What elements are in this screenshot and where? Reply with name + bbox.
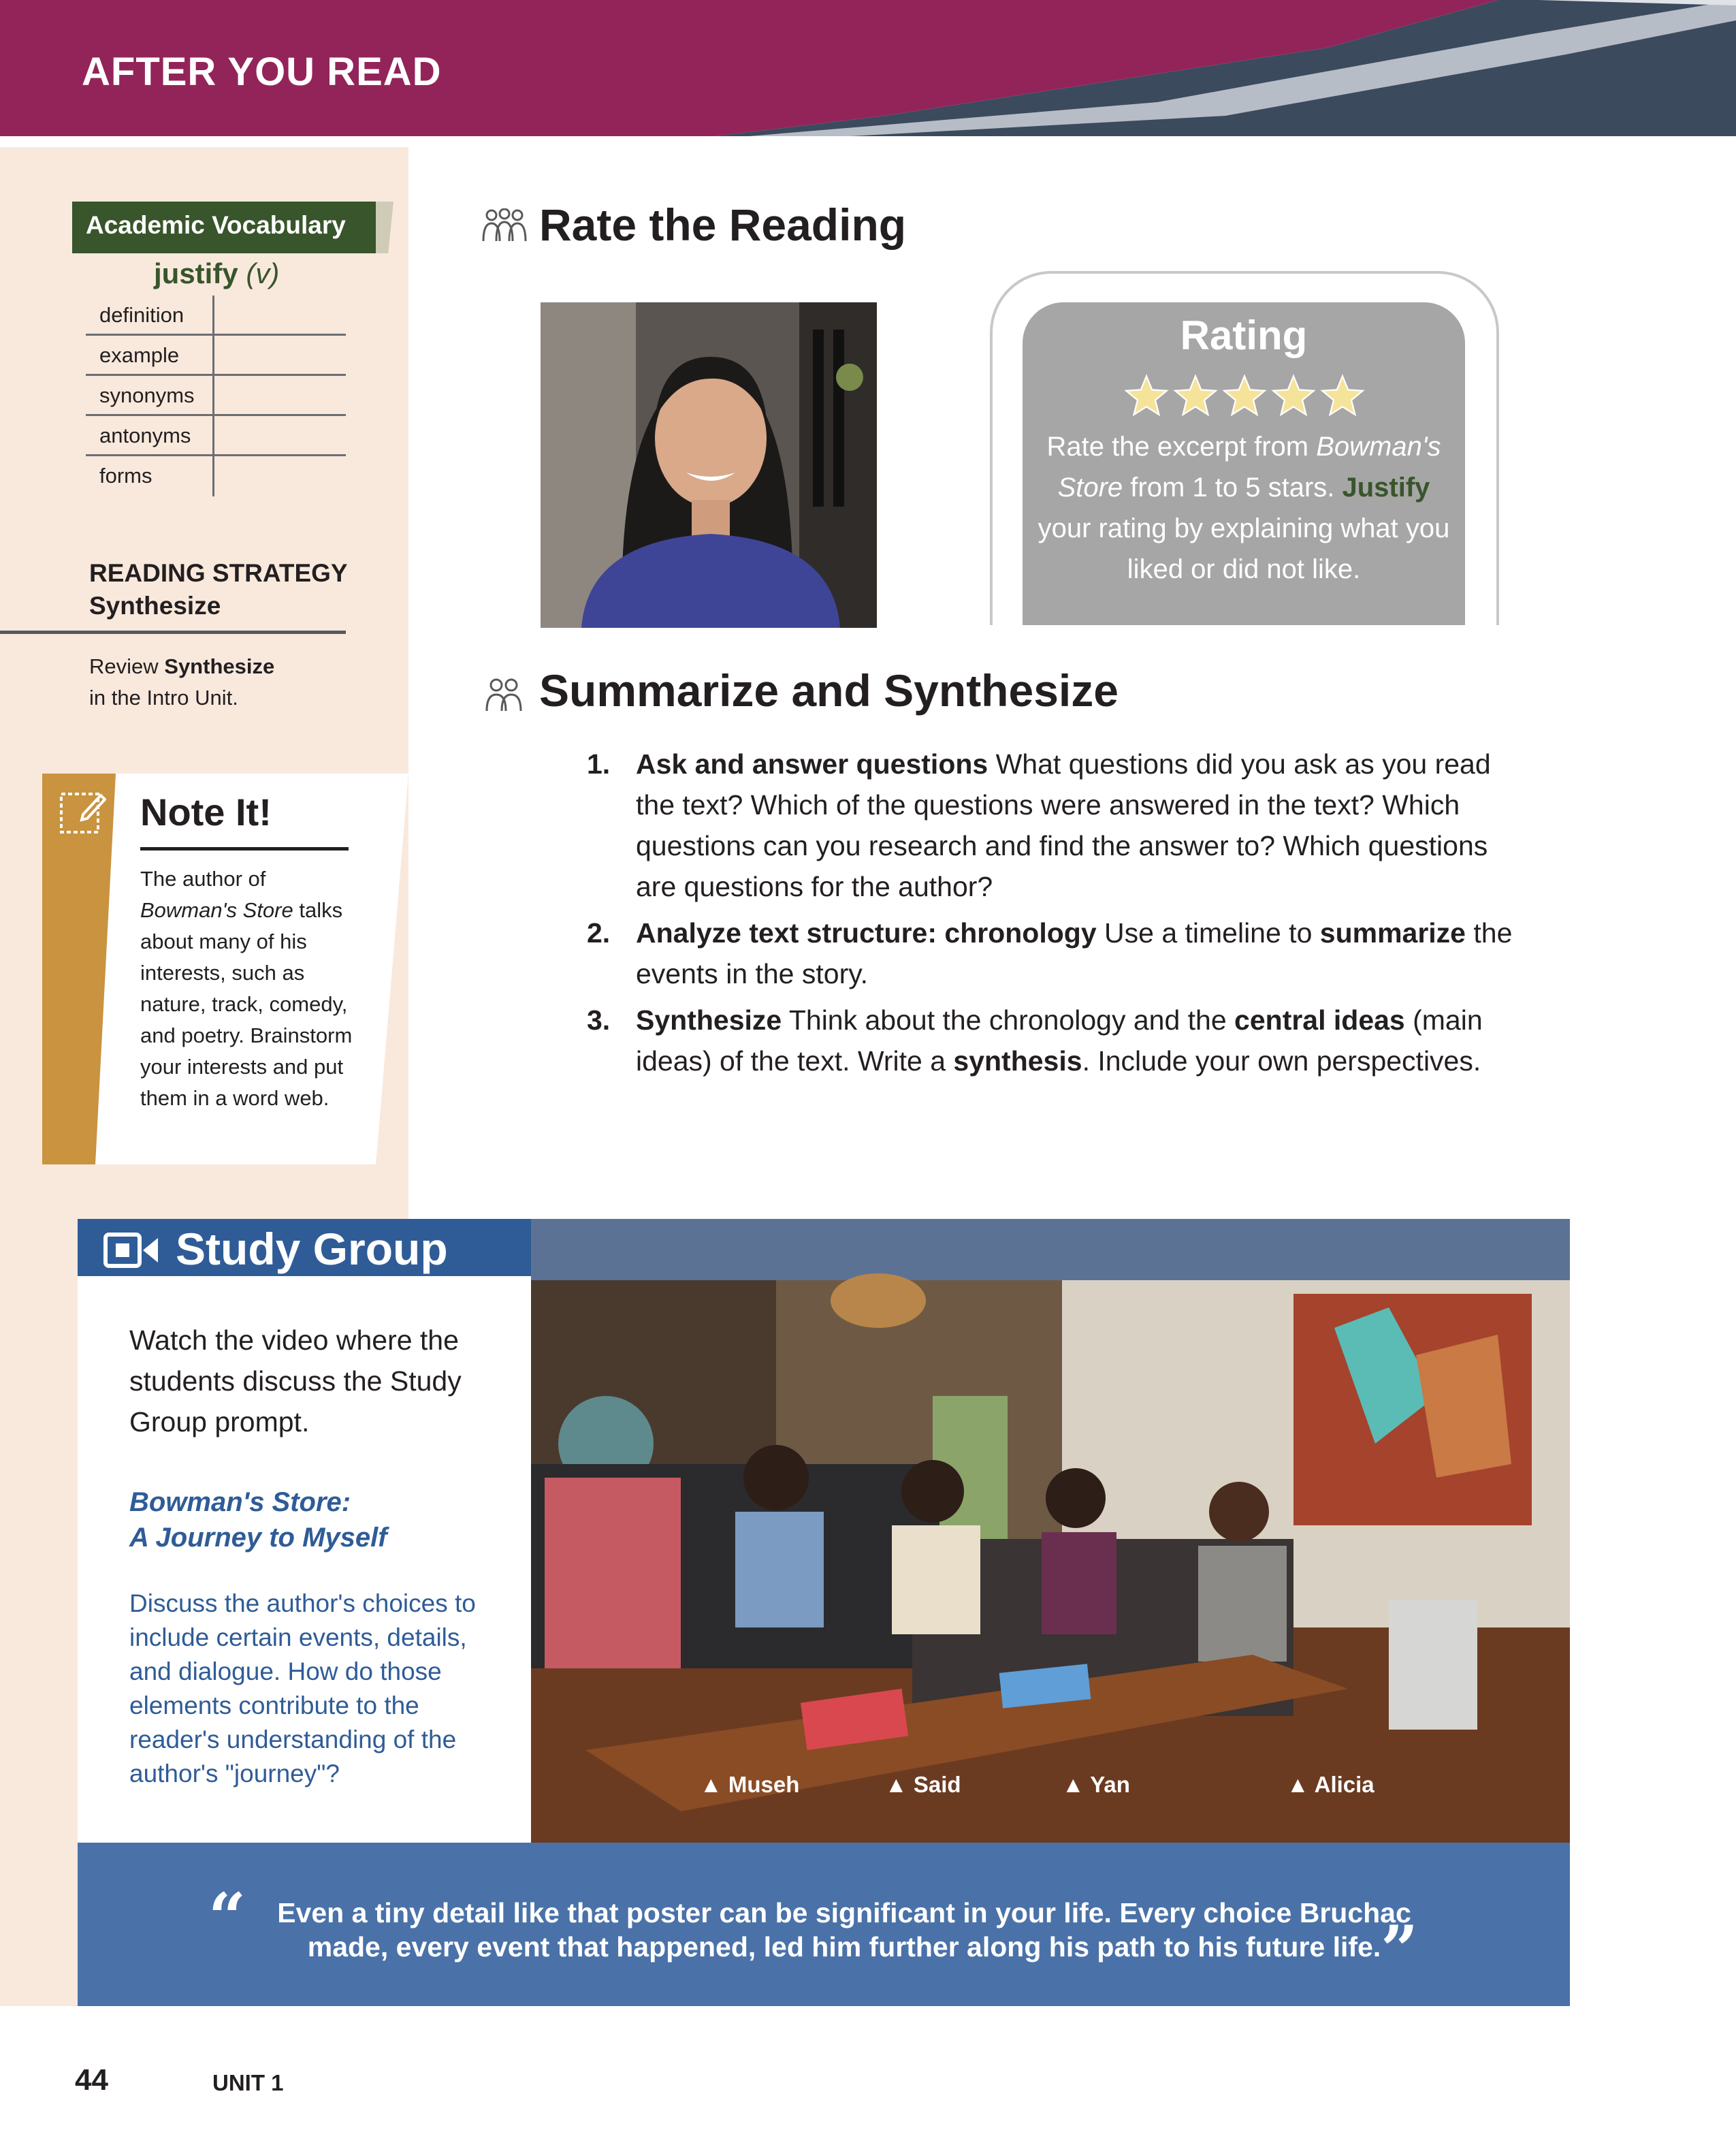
review-bold: Synthesize	[164, 654, 275, 678]
note-it-text	[140, 863, 365, 1114]
reading-strategy	[89, 557, 348, 622]
rating-stars[interactable]	[1123, 373, 1366, 428]
rating-text-italic: Bowman's Store	[1057, 432, 1441, 503]
note-text-post: talks about many of his interests, such as nature, track, comedy, and poetry. Brainstorm your interests and put them in a word web.	[140, 898, 353, 1110]
vocab-word	[154, 257, 279, 290]
vocab-row-synonyms: synonyms	[86, 376, 346, 416]
study-group-title: Study Group	[176, 1224, 448, 1274]
summarize-keyword: central ideas	[1234, 1004, 1405, 1036]
star-icon[interactable]	[1270, 373, 1317, 419]
video-title-line-1: Bowman's Store:	[129, 1487, 351, 1517]
unit-label: UNIT 1	[212, 2070, 284, 2095]
summarize-item	[587, 744, 1533, 907]
rating-text-1: Rate the excerpt from	[1046, 432, 1317, 462]
summarize-text: Think about the chronology and the	[782, 1004, 1235, 1036]
note-it-title: Note It!	[140, 791, 272, 833]
rating-text-2: from 1 to 5 stars.	[1123, 473, 1343, 503]
student-label-said: ▲ Said	[885, 1772, 961, 1797]
academic-vocabulary-heading: Academic Vocabulary	[72, 202, 376, 253]
student-photo	[541, 302, 877, 628]
summarize-keyword: Analyze text structure: chronology	[636, 917, 1097, 949]
rating-text-3: your rating by explaining what you liked or did not like.	[1038, 513, 1450, 584]
note-it-divider	[140, 847, 349, 851]
summarize-text: What questions did you ask as you read the text? Which of the questions were answered in the text? Which questions can you research and find the answer to? Which questions are questions for the author?	[636, 748, 1491, 902]
header-banner	[0, 0, 1736, 136]
rating-title: Rating	[1180, 313, 1308, 358]
vocab-row-forms: forms	[86, 456, 346, 496]
note-text-italic: Bowman's Store	[140, 898, 293, 922]
summarize-keyword: synthesis	[953, 1045, 1082, 1077]
student-name: Said	[913, 1772, 961, 1797]
pair-icon	[485, 677, 523, 716]
summarize-title: Summarize and Synthesize	[539, 665, 1119, 716]
review-post: in the Intro Unit.	[89, 686, 238, 710]
summarize-item	[587, 1000, 1533, 1081]
summarize-item-number: 3.	[587, 1004, 611, 1036]
summarize-keyword: Synthesize	[636, 1004, 782, 1036]
summarize-text: the events in the story.	[636, 917, 1513, 989]
student-quote: Even a tiny detail like that poster can be significant in your life. Every choice Bruchac made, every event that happened, led him further along his path to his future life.	[277, 1897, 1411, 1963]
open-quote-icon: “	[208, 1879, 246, 1956]
rating-instructions	[1036, 426, 1451, 590]
close-quote-icon: ”	[1381, 1911, 1419, 1988]
strategy-divider	[0, 631, 346, 634]
study-group-prompt: Discuss the author's choices to include certain events, details, and dialogue. How do those elements contribute to the reader's understanding of the author's "journey"?	[129, 1589, 476, 1788]
summarize-item	[587, 912, 1533, 994]
group-icon	[482, 208, 527, 247]
note-pencil-icon	[59, 789, 106, 840]
vocab-part-of-speech: (v)	[246, 257, 280, 289]
student-label-yan: ▲ Yan	[1062, 1772, 1130, 1797]
student-name: Yan	[1090, 1772, 1130, 1797]
summarize-text: Use a timeline to	[1096, 917, 1320, 949]
study-group-video-still[interactable]	[531, 1219, 1570, 1843]
video-title-line-2: A Journey to Myself	[129, 1523, 387, 1553]
summarize-item-number: 2.	[587, 917, 611, 949]
summarize-list	[587, 744, 1533, 1087]
star-icon[interactable]	[1123, 373, 1170, 419]
student-name: Museh	[728, 1772, 800, 1797]
summarize-text: (main ideas) of the text. Write a	[636, 1004, 1483, 1077]
star-icon[interactable]	[1221, 373, 1268, 419]
student-name: Alicia	[1314, 1772, 1375, 1797]
note-text-pre: The author of	[140, 867, 266, 891]
strategy-review-text	[89, 651, 274, 714]
summarize-text: . Include your own perspectives.	[1082, 1045, 1481, 1077]
rating-text-justify: Justify	[1342, 473, 1430, 503]
rate-reading-title: Rate the Reading	[539, 200, 907, 250]
vocab-row-example: example	[86, 336, 346, 376]
student-label-alicia: ▲ Alicia	[1287, 1772, 1375, 1797]
study-group-intro: Watch the video where the students discuss the Study Group prompt.	[129, 1324, 462, 1437]
page-number: 44	[75, 2063, 108, 2097]
reading-strategy-label: READING STRATEGY	[89, 559, 348, 587]
vocab-word-text: justify	[154, 257, 238, 289]
video-camera-icon	[103, 1233, 159, 1271]
reading-strategy-name: Synthesize	[89, 592, 221, 620]
vocab-table	[86, 296, 346, 496]
rating-card	[1023, 302, 1465, 625]
video-title[interactable]	[129, 1484, 497, 1555]
vocab-row-definition: definition	[86, 296, 346, 336]
star-icon[interactable]	[1172, 373, 1219, 419]
star-icon[interactable]	[1319, 373, 1366, 419]
summarize-item-number: 1.	[587, 748, 611, 780]
review-pre: Review	[89, 654, 165, 678]
vocab-row-antonyms: antonyms	[86, 416, 346, 456]
student-label-museh: ▲ Museh	[700, 1772, 800, 1797]
summarize-keyword: summarize	[1319, 917, 1466, 949]
page-section-title: AFTER YOU READ	[82, 50, 442, 94]
summarize-keyword: Ask and answer questions	[636, 748, 988, 780]
